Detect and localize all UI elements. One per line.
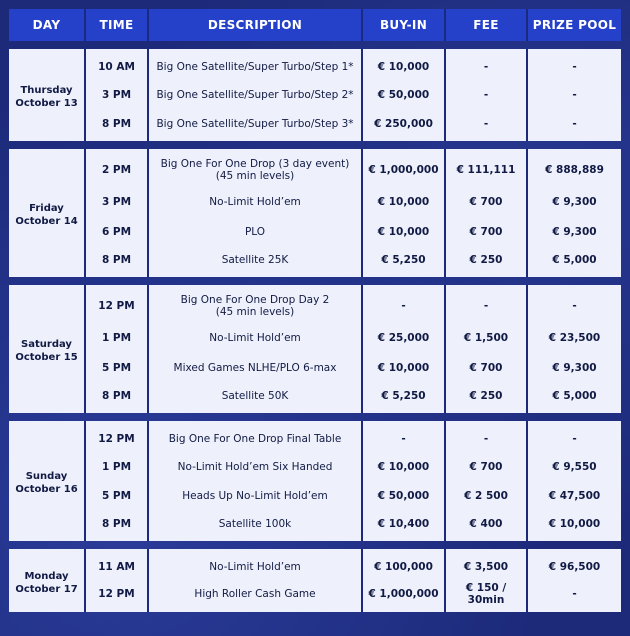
- header-buyin: BUY-IN: [363, 9, 446, 41]
- schedule-table: [9, 9, 621, 612]
- event-description: [149, 285, 363, 323]
- event-prize: € 96,500: [528, 549, 621, 580]
- event-description: No-Limit Hold’em Six Handed: [149, 452, 363, 481]
- event-time: 8 PM: [86, 510, 149, 541]
- event-description: Heads Up No-Limit Hold’em: [149, 481, 363, 510]
- event-buyin: € 10,000: [363, 49, 446, 80]
- event-prize: € 9,550: [528, 452, 621, 481]
- event-description: Mixed Games NLHE/PLO 6-max: [149, 353, 363, 382]
- event-prize: € 9,300: [528, 217, 621, 246]
- day-label: [9, 149, 86, 277]
- day-group-thursday: [9, 41, 621, 141]
- event-fee: € 400: [446, 510, 528, 541]
- event-buyin: € 1,000,000: [363, 149, 446, 187]
- day-label: [9, 49, 86, 141]
- table-header: [9, 9, 621, 41]
- event-fee: -: [446, 110, 528, 141]
- event-prize: € 5,000: [528, 246, 621, 277]
- event-buyin: € 100,000: [363, 549, 446, 580]
- event-prize: € 5,000: [528, 382, 621, 413]
- event-description: Satellite 25K: [149, 246, 363, 277]
- event-fee: -: [446, 80, 528, 110]
- day-label: [9, 421, 86, 541]
- event-prize: -: [528, 285, 621, 323]
- event-time: 3 PM: [86, 187, 149, 217]
- day-name: Sunday: [25, 471, 68, 482]
- event-time: 5 PM: [86, 481, 149, 510]
- day-name: Monday: [24, 570, 69, 582]
- event-fee: -: [446, 49, 528, 80]
- event-buyin: € 1,000,000: [363, 580, 446, 612]
- day-group-monday: [9, 541, 621, 612]
- event-buyin: € 50,000: [363, 80, 446, 110]
- event-prize: -: [528, 110, 621, 141]
- event-description: No-Limit Hold’em: [149, 187, 363, 217]
- day-date: October 13: [15, 98, 78, 109]
- day-date: October 15: [15, 352, 78, 363]
- day-date: October 14: [15, 216, 78, 227]
- event-buyin: € 50,000: [363, 481, 446, 510]
- event-description: Big One Satellite/Super Turbo/Step 1*: [149, 49, 363, 80]
- event-time: 1 PM: [86, 323, 149, 353]
- header-prize-pool: PRIZE POOL: [528, 9, 621, 41]
- event-buyin: € 10,000: [363, 217, 446, 246]
- event-buyin: -: [363, 285, 446, 323]
- event-time: 12 PM: [86, 421, 149, 452]
- event-description-line1: Big One For One Drop (3 day event): [160, 158, 350, 170]
- event-time: 5 PM: [86, 353, 149, 382]
- event-fee: € 700: [446, 353, 528, 382]
- event-fee: € 250: [446, 246, 528, 277]
- event-description: Satellite 50K: [149, 382, 363, 413]
- event-description: No-Limit Hold’em: [149, 323, 363, 353]
- event-time: 12 PM: [86, 285, 149, 323]
- event-description-line2: (45 min levels): [215, 306, 295, 318]
- event-prize: -: [528, 580, 621, 612]
- event-buyin: € 10,000: [363, 187, 446, 217]
- event-time: 8 PM: [86, 246, 149, 277]
- event-description: High Roller Cash Game: [149, 580, 363, 612]
- event-fee: € 111,111: [446, 149, 528, 187]
- event-time: 11 AM: [86, 549, 149, 580]
- header-day: DAY: [9, 9, 86, 41]
- event-fee: € 700: [446, 217, 528, 246]
- day-label: [9, 549, 86, 612]
- event-buyin: € 10,400: [363, 510, 446, 541]
- event-description: Big One Satellite/Super Turbo/Step 3*: [149, 110, 363, 141]
- day-group-friday: [9, 141, 621, 277]
- event-buyin: -: [363, 421, 446, 452]
- event-fee: € 250: [446, 382, 528, 413]
- event-time: 8 PM: [86, 110, 149, 141]
- event-description: PLO: [149, 217, 363, 246]
- event-time: 2 PM: [86, 149, 149, 187]
- event-time: 3 PM: [86, 80, 149, 110]
- day-name: Friday: [29, 203, 64, 214]
- event-description: Big One Satellite/Super Turbo/Step 2*: [149, 80, 363, 110]
- event-description: [149, 149, 363, 187]
- event-description-line2: (45 min levels): [215, 170, 295, 182]
- header-time: TIME: [86, 9, 149, 41]
- event-fee: € 150 / 30min: [446, 580, 528, 612]
- event-prize: € 9,300: [528, 187, 621, 217]
- event-prize: € 23,500: [528, 323, 621, 353]
- header-fee: FEE: [446, 9, 528, 41]
- header-description: DESCRIPTION: [149, 9, 363, 41]
- event-prize: -: [528, 49, 621, 80]
- event-fee: € 2 500: [446, 481, 528, 510]
- event-time: 6 PM: [86, 217, 149, 246]
- event-time: 12 PM: [86, 580, 149, 612]
- event-prize: € 10,000: [528, 510, 621, 541]
- event-fee: € 3,500: [446, 549, 528, 580]
- event-buyin: € 10,000: [363, 452, 446, 481]
- event-description: No-Limit Hold’em: [149, 549, 363, 580]
- event-prize: € 47,500: [528, 481, 621, 510]
- day-name: Thursday: [20, 85, 73, 96]
- day-date: October 16: [15, 484, 78, 495]
- event-fee: € 700: [446, 187, 528, 217]
- day-name: Saturday: [21, 339, 72, 350]
- event-time: 10 AM: [86, 49, 149, 80]
- event-fee: -: [446, 421, 528, 452]
- event-fee: € 700: [446, 452, 528, 481]
- event-description-line1: Big One For One Drop Day 2: [180, 294, 330, 306]
- event-buyin: € 10,000: [363, 353, 446, 382]
- event-prize: € 888,889: [528, 149, 621, 187]
- event-prize: -: [528, 421, 621, 452]
- day-label: [9, 285, 86, 413]
- day-group-sunday: [9, 413, 621, 541]
- event-fee: -: [446, 285, 528, 323]
- day-date: October 17: [15, 583, 78, 595]
- event-description: Big One For One Drop Final Table: [149, 421, 363, 452]
- event-prize: -: [528, 80, 621, 110]
- event-description: Satellite 100k: [149, 510, 363, 541]
- event-time: 8 PM: [86, 382, 149, 413]
- day-group-saturday: [9, 277, 621, 413]
- event-prize: € 9,300: [528, 353, 621, 382]
- event-fee: € 1,500: [446, 323, 528, 353]
- event-buyin: € 250,000: [363, 110, 446, 141]
- event-buyin: € 5,250: [363, 382, 446, 413]
- event-buyin: € 25,000: [363, 323, 446, 353]
- event-buyin: € 5,250: [363, 246, 446, 277]
- event-time: 1 PM: [86, 452, 149, 481]
